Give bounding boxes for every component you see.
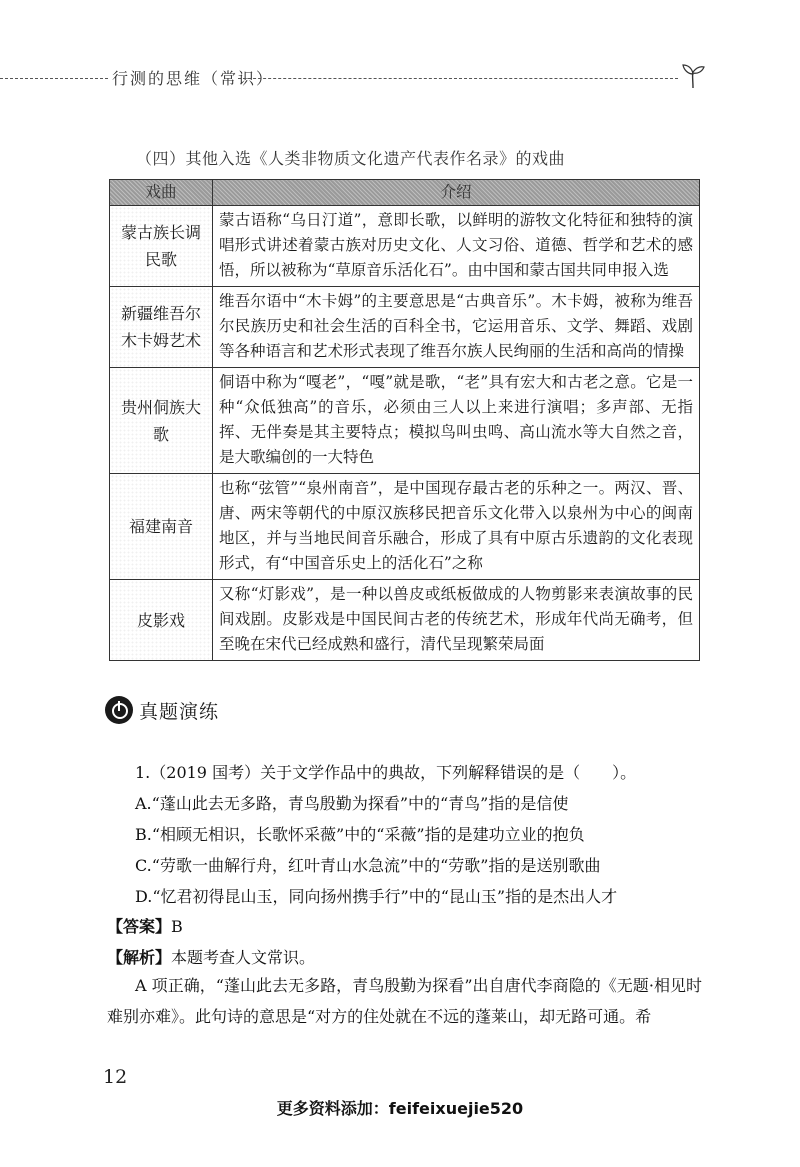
table-row [110,368,700,474]
question-stem: 1.（2019 国考）关于文学作品中的典故，下列解释错误的是（ ）。 [135,763,637,782]
header-title: 行测的思维（常识） [112,69,275,88]
header-rule-right [238,78,678,79]
practice-heading-label: 真题演练 [139,701,220,723]
opera-description: 蒙古语称“乌日汀道”，意即长歌，以鲜明的游牧文化特征和独特的演唱形式讲述着蒙古族对历史文化、人文习俗、道德、哲学和艺术的感悟，所以被称为“草原音乐活化石”。由中国和蒙古国共同申报入选 [213,206,700,287]
table-header-row [110,180,700,206]
footer-note: 更多资料添加：feifeixuejie520 [276,1099,524,1118]
analysis-text: 本题考查人文常识。 [171,948,316,967]
opera-description: 又称“灯影戏”，是一种以兽皮或纸板做成的人物剪影来表演故事的民间戏剧。皮影戏是中国民间古老的传统艺术，形成年代尚无确考，但至晚在宋代已经成熟和盛行，清代呈现繁荣局面 [213,580,700,661]
running-header [0,62,800,96]
analysis-label: 【解析】 [107,948,172,967]
answer-line [107,914,183,937]
table-row [110,206,700,287]
section-caption: （四）其他入选《人类非物质文化遗产代表作名录》的戏曲 [136,149,566,168]
sprout-icon [680,62,706,90]
column-header-opera: 戏曲 [110,180,213,206]
opera-name: 福建南音 [110,474,213,580]
power-icon [105,696,133,724]
opera-description: 也称“弦管”“泉州南音”，是中国现存最古老的乐种之一。两汉、晋、唐、两宋等朝代的中原汉族移民把音乐文化带入以泉州为中心的闽南地区，并与当地民间音乐融合，形成了具有中原古乐遗韵的文化表现形式，有“中国音乐史上的活化石”之称 [213,474,700,580]
opera-description: 维吾尔语中“木卡姆”的主要意思是“古典音乐”。木卡姆，被称为维吾尔民族历史和社会生活的百科全书，它运用音乐、文学、舞蹈、戏剧等各种语言和艺术形式表现了维吾尔族人民绚丽的生活和高尚的情操 [213,287,700,368]
option-d: D.“忆君初得昆山玉，同向扬州携手行”中的“昆山玉”指的是杰出人才 [135,887,618,906]
opera-name: 蒙古族长调民歌 [110,206,213,287]
header-rule-left [0,78,108,79]
option-c: C.“劳歌一曲解行舟，红叶青山水急流”中的“劳歌”指的是送别歌曲 [135,856,601,875]
analysis-line [107,945,315,968]
answer-value: B [171,917,183,936]
opera-name: 皮影戏 [110,580,213,661]
analysis-paragraph: A 项正确，“蓬山此去无多路，青鸟殷勤为探看”出自唐代李商隐的《无题·相见时难别亦难》。此句诗的意思是“对方的住处就在不远的蓬莱山，却无路可通。希 [107,976,702,1026]
table-row [110,474,700,580]
opera-name: 贵州侗族大歌 [110,368,213,474]
opera-table [109,179,700,661]
answer-label: 【答案】 [107,917,172,936]
opera-description: 侗语中称为“嘎老”，“嘎”就是歌，“老”具有宏大和古老之意。它是一种“众低独高”的音乐，必须由三人以上来进行演唱；多声部、无指挥、无伴奏是其主要特点；模拟鸟叫虫鸣、高山流水等大自然之音，是大歌编创的一大特色 [213,368,700,474]
option-b: B.“相顾无相识，长歌怀采薇”中的“采薇”指的是建功立业的抱负 [135,825,585,844]
table-row [110,580,700,661]
column-header-intro: 介绍 [213,180,700,206]
option-a: A.“蓬山此去无多路，青鸟殷勤为探看”中的“青鸟”指的是信使 [135,794,569,813]
page-number: 12 [103,1066,128,1088]
opera-name: 新疆维吾尔木卡姆艺术 [110,287,213,368]
table-row [110,287,700,368]
